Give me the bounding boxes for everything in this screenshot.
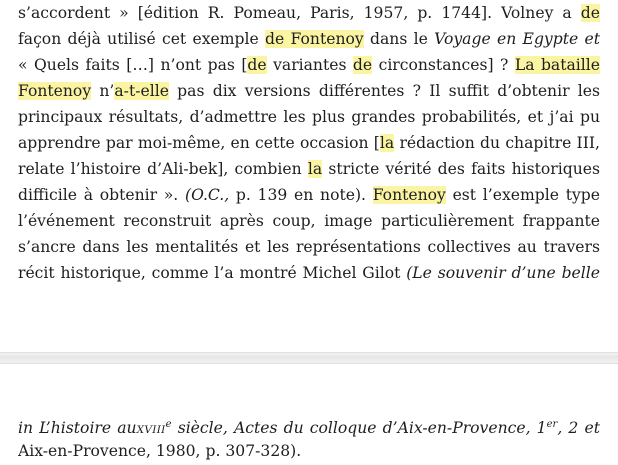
highlighted-term: de <box>580 4 600 22</box>
text-line <box>18 52 600 78</box>
text-run: siècle, Actes du colloque d’Aix-en-Provence, 1 <box>171 419 547 438</box>
text-run: l’événement reconstruit après coup, image particulièrement frappante <box>18 212 600 230</box>
text-line <box>18 78 600 104</box>
text-run: Voyage en Egypte et <box>434 30 600 48</box>
highlighted-term: de Fontenoy <box>265 30 364 48</box>
text-run: relate l’histoire d’Ali-bek], combien <box>18 160 308 178</box>
text-run: dans le <box>363 30 435 48</box>
text-run: pas dix versions différentes ? Il suffit d’obtenir les <box>168 82 600 100</box>
text-run: apprendre par moi-même, en cette occasion [ <box>18 134 380 152</box>
highlighted-term: de <box>352 56 373 74</box>
text-run: récit historique, comme l’a montré Michel Gilot <box>18 264 407 282</box>
text-run: stricte vérité des faits historiques <box>328 160 600 178</box>
text-run: p. 139 en note). <box>229 186 373 204</box>
text-line <box>18 412 600 438</box>
text-line <box>18 182 600 208</box>
text-line <box>18 234 600 260</box>
text-run: (Le souvenir d’une belle <box>406 264 600 282</box>
text-run: in L’histoire au <box>18 419 137 438</box>
page-separator <box>0 352 618 364</box>
text-run: XVIII <box>136 424 166 437</box>
text-run: « Quels faits […] n’ont pas [ <box>18 56 248 74</box>
text-run: façon déjà utilisé cet exemple <box>18 30 266 48</box>
text-run: (O.C., <box>184 186 230 204</box>
highlighted-term: Fontenoy <box>372 186 446 204</box>
text-run: e <box>165 419 172 430</box>
text-line <box>18 156 600 182</box>
highlighted-term: a-t-elle <box>114 82 169 100</box>
text-run: rédaction du chapitre III, <box>399 134 600 152</box>
text-line <box>18 0 600 26</box>
body-paragraph <box>18 0 600 286</box>
text-run: difficile à obtenir ». <box>18 186 185 204</box>
highlighted-term: Fontenoy <box>18 82 92 100</box>
continued-paragraph <box>18 412 600 464</box>
text-run: Aix-en-Provence, 1980, p. 307-328). <box>18 442 302 460</box>
text-line <box>18 130 600 156</box>
highlighted-term: de <box>247 56 267 74</box>
text-run: s’accordent » [édition R. Pomeau, Paris, 1957, p. 1744]. Volney a <box>18 4 581 22</box>
text-run: s’ancre dans les mentalités et les représentations collectives au travers <box>18 238 600 256</box>
text-run: , 2 et <box>557 419 600 438</box>
text-line <box>18 438 600 464</box>
text-run: n’ <box>91 82 115 100</box>
text-line <box>18 26 600 52</box>
text-line <box>18 260 600 286</box>
highlighted-term: la <box>307 160 323 178</box>
text-line <box>18 208 600 234</box>
text-run: circonstances] ? <box>372 56 515 74</box>
text-run: er <box>546 419 558 430</box>
text-line <box>18 104 600 130</box>
highlighted-term: La bataille <box>18 56 600 78</box>
text-run: principaux résultats, d’admettre les plus grandes probabilités, et j’ai pu <box>18 108 600 126</box>
text-run: est l’exemple type <box>445 186 600 204</box>
highlighted-term: la <box>379 134 395 152</box>
text-run: variantes <box>266 56 353 74</box>
